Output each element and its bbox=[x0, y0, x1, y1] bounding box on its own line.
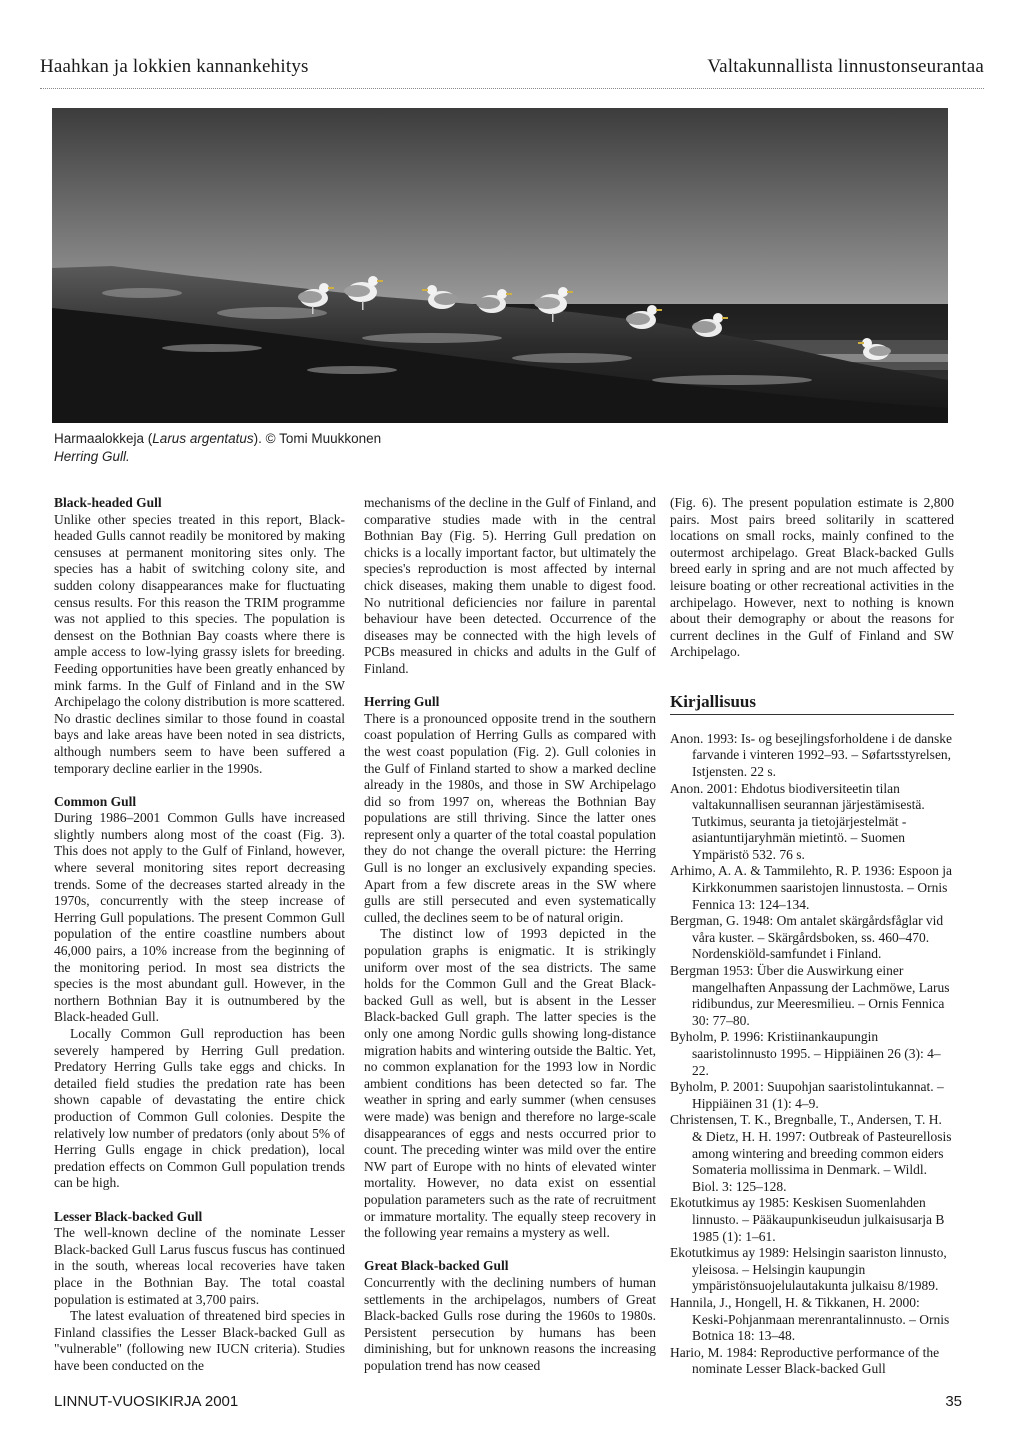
gull-photo-illustration bbox=[52, 108, 948, 423]
paragraph: The well-known decline of the nominate Lesser Black-backed Gull Larus fuscus fuscus has continued in the south, whereas local recoveries have taken place in the Bothnian Bay. The total coastal population is estimated at 3,700 pairs. bbox=[54, 1225, 345, 1307]
paragraph: Unlike other species treated in this report, Black-headed Gulls cannot readily be monitored by making censuses at permanent monitoring sites only. The species has a habit of switching colony site, and sudden colony disappearances make for fluctuating census results. For this reason the TRIM programme was not applied to this species. The population is densest on the Bothnian Bay coasts where there is ample access to low-lying grassy islets for breeding. Feeding opportunities have been greatly enhanced by mink farms. In the Gulf of Finland and in the SW Archipelago the colony distribution is more scattered. No drastic declines similar to those found in coastal bays and lake areas have been noted in sea districts, although numbers seem to have been suffered a temporary decline earlier in the 1990s. bbox=[54, 511, 345, 776]
reference-item: Bergman, G. 1948: Om antalet skärgårdsfåglar vid våra kuster. – Skärgårdsboken, ss. 460–470. Nordenskiöld-samfundet i Finland. bbox=[670, 913, 944, 962]
running-header bbox=[40, 52, 984, 89]
paragraph: Locally Common Gull reproduction has been severely hampered by Herring Gull predation. Predatory Herring Gulls take eggs and chicks. In detailed field studies the predation rate has been shown capable of devastating the entire chick production of Common Gull colonies. Despite the relatively low number of predators (only about 5% of Herring Gulls engage in chick predation), local predation effects on Common Gull population trends can be high. bbox=[54, 1026, 345, 1191]
reference-item: Ekotutkimus ay 1985: Keskisen Suomenlahden linnusto. – Pääkaupunkiseudun julkaisusarja B 1985 (1): 1–61. bbox=[670, 1195, 945, 1244]
reference-item: Hario, M. 1984: Reproductive performance of the nominate Lesser Black-backed Gull bbox=[670, 1344, 940, 1377]
reference-item: Bergman 1953: Über die Auswirkung einer mangelhaften Anpassung der Lachmöwe, Larus ridibundus, zur Meeresmilieu. – Ornis Fennica 30: 77–80. bbox=[670, 963, 950, 1028]
section-title-common-gull: Common Gull bbox=[54, 793, 137, 809]
column-3 bbox=[670, 495, 954, 1378]
reference-item: Ekotutkimus ay 1989: Helsingin saariston linnusto, yleisosa. – Helsingin kaupungin ympäristönsuojelulautakunta julkaisu 8/1989. bbox=[670, 1245, 947, 1294]
paragraph: During 1986–2001 Common Gulls have increased slightly numbers along most of the coast (Fig. 3). This does not apply to the Gulf of Finland, however, where several monitoring sites report decreasing trends. Some of the decreases started already in the 1970s, concurrently with the steep increase of Herring Gull populations. The present Common Gull population of the entire coastline numbers about 46,000 pairs, a 10% increase from the beginning of the monitoring period. In most sea districts the species is the most abundant gull. However, in the northern Bothnian Bay it is outnumbered by the Black-headed Gull. bbox=[54, 810, 345, 1025]
reference-item: Byholm, P. 2001: Suupohjan saaristolintukannat. – Hippiäinen 31 (1): 4–9. bbox=[670, 1079, 944, 1111]
reference-list bbox=[670, 731, 954, 1378]
paragraph: Concurrently with the declining numbers of human settlements in the archipelagos, numbers of Great Black-backed Gulls rose during the 1960s to 1980s. Persistent persecution by humans has been diminishing, but for unknown reasons the increasing population trend has now ceased bbox=[364, 1274, 656, 1373]
reference-item: Christensen, T. K., Bregnballe, T., Andersen, T. H. & Dietz, H. H. 1997: Outbreak of Pasteurellosis among wintering and breeding common eiders Somateria mollissima in Denmark. – Wildl. Biol. 3: 125–128. bbox=[670, 1112, 952, 1194]
header-title-right: Valtakunnallista linnustonseurantaa bbox=[707, 56, 984, 77]
reference-item: Anon. 2001: Ehdotus biodiversiteetin tilan valtakunnallisen seurannan järjestämisestä. Tutkimus, seuranta ja tietojärjestelmät -asiantuntijaryhmän mietintö. – Suomen Ympäristö 532. 76 s. bbox=[670, 780, 925, 862]
paragraph: The distinct low of 1993 depicted in the population graphs is enigmatic. It is strikingly uniform over most of the sea districts. The same holds for the Common Gull and the Great Black-backed Gull as well, but is absent in the Lesser Black-backed Gull graph. The latter species is the only one among Nordic gulls showing long-distance migration habits and wintering outside the Baltic. Yet, no common explanation for the 1993 low in Nordic ambient conditions has been detected so far. The weather in spring and early summer (when censuses were made) was benign and therefore no large-scale disappearances of eggs and nests occurred prior to count. The preceding winter was mild over the entire NW part of Europe with no hints of elevated winter mortality. However, no data exist on essential population parameters such as the rate of recruitment or immature mortality. The equally steep recovery in the following year remains a mystery as well. bbox=[364, 926, 656, 1241]
paragraph: There is a pronounced opposite trend in the southern coast population of Herring Gulls as compared with the west coast population (Fig. 2). Gull colonies in the Gulf of Finland started to show a marked decline already in the 1980s, and those in SW Archipelago did so from 1997 on, whereas the Bothnian Bay populations are still thriving. Since the latter ones represent only a quarter of the total coastal population they do not change the overall picture: the Herring Gull is no longer an exclusively expanding species. Apart from a few discrete areas in the SW where gulls are still persecuted and even systematically culled, the declines seem to be of natural origin. bbox=[364, 710, 656, 925]
paragraph: (Fig. 6). The present population estimate is 2,800 pairs. Most pairs breed solitarily in scattered locations on small rocks, mainly confined to the outermost archipelago. Great Black-backed Gulls breed early in spring and are not much affected by leisure boating or other recreational activities in the archipelago. However, next to nothing is known about their demography or about the reasons for current declines in the Gulf of Finland and SW Archipelago. bbox=[670, 495, 954, 660]
section-title-lesser-black-backed-gull: Lesser Black-backed Gull bbox=[54, 1208, 203, 1224]
figure-caption bbox=[54, 430, 654, 466]
column-1 bbox=[54, 495, 345, 1374]
caption-finnish: Harmaalokkeja (Larus argentatus). © Tomi Muukkonen bbox=[54, 431, 382, 446]
footer-journal-title: LINNUT-VUOSIKIRJA 2001 bbox=[54, 1393, 239, 1410]
reference-item: Arhimo, A. A. & Tammilehto, R. P. 1936: Espoon ja Kirkkonummen saaristojen linnustosta. – Ornis Fennica 13: 124–134. bbox=[670, 863, 952, 912]
section-title-herring-gull: Herring Gull bbox=[364, 694, 440, 710]
reference-item: Byholm, P. 1996: Kristiinankaupungin saaristolinnusto 1995. – Hippiäinen 26 (3): 4–22. bbox=[670, 1029, 941, 1078]
reference-item: Anon. 1993: Is- og besejlingsforholdene i de danske farvande i vinteren 1992–93. – Søfartsstyrelsen, Istjensten. 22 s. bbox=[670, 730, 952, 779]
header-title-left: Haahkan ja lokkien kannankehitys bbox=[40, 56, 309, 77]
caption-species: Larus argentatus bbox=[152, 431, 254, 446]
column-2 bbox=[364, 495, 656, 1374]
paragraph: mechanisms of the decline in the Gulf of Finland, and comparative studies made with in the central Bothnian Bay (Fig. 5). Herring Gull predation on chicks is a locally important factor, but ultimately the species's reproduction is most affected by internal chick diseases, making them unable to digest food. No nutritional deficiencies nor failure in parental behaviour have been detected. Occurrence of the diseases may be connected with the high levels of PCBs measured in chicks and adults in the Gulf of Finland. bbox=[364, 495, 656, 676]
page-number: 35 bbox=[945, 1393, 962, 1410]
reference-item: Hannila, J., Hongell, H. & Tikkanen, H. 2000: Keski-Pohjanmaan merenrantalinnusto. – Ornis Botnica 18: 13–48. bbox=[670, 1294, 950, 1344]
section-title-black-headed-gull: Black-headed Gull bbox=[54, 495, 162, 510]
paragraph: The latest evaluation of threatened bird species in Finland classifies the Lesser Black-backed Gull as "vulnerable" (following new IUCN criteria). Studies have been conducted on the bbox=[54, 1308, 345, 1373]
references-title: Kirjallisuus bbox=[670, 694, 954, 715]
gull-photo bbox=[52, 108, 948, 423]
caption-english: Herring Gull. bbox=[54, 449, 130, 464]
section-title-great-black-backed-gull: Great Black-backed Gull bbox=[364, 1258, 509, 1274]
